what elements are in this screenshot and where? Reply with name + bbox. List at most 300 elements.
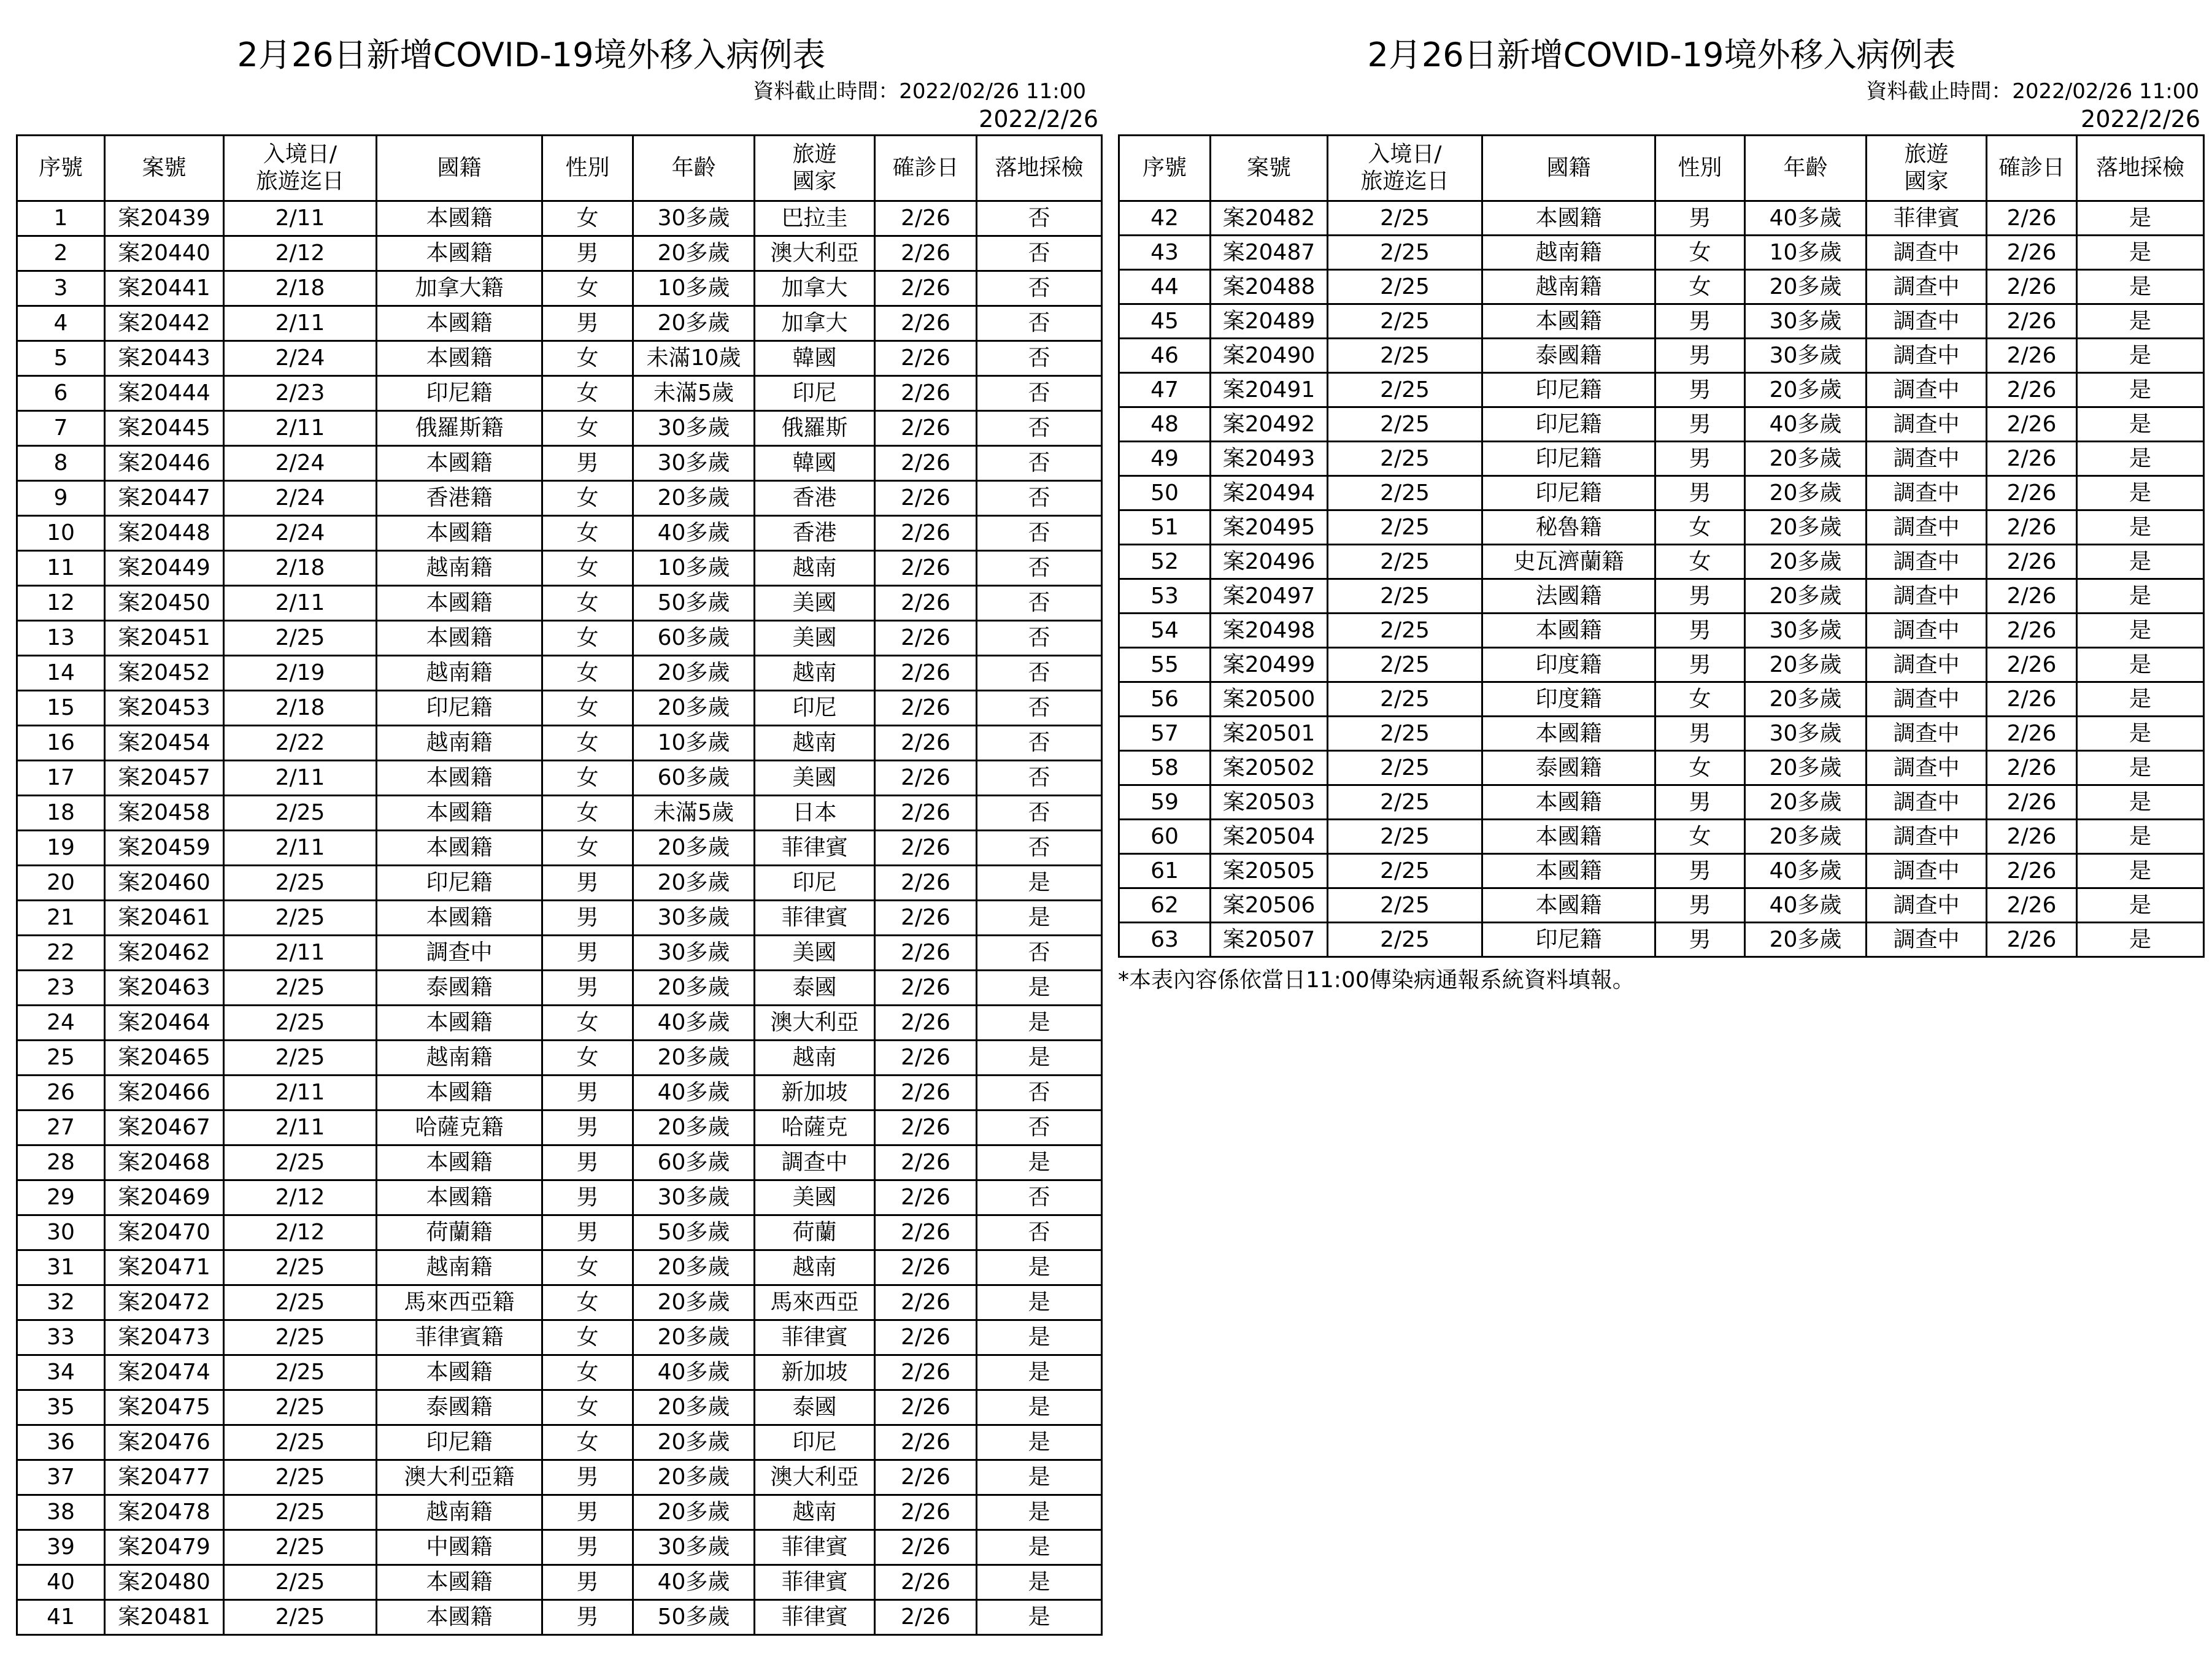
cell-seq: 44 bbox=[1119, 270, 1211, 304]
cell-case: 案20479 bbox=[105, 1530, 224, 1565]
cell-confirm-date: 2/26 bbox=[875, 271, 977, 306]
cell-case: 案20491 bbox=[1211, 373, 1328, 407]
cell-case: 案20447 bbox=[105, 481, 224, 516]
cell-age: 20多歲 bbox=[633, 1110, 755, 1145]
cell-travel-country: 荷蘭 bbox=[755, 1215, 875, 1250]
cell-age: 40多歲 bbox=[633, 1006, 755, 1041]
cell-confirm-date: 2/26 bbox=[875, 516, 977, 551]
cell-case: 案20471 bbox=[105, 1250, 224, 1285]
cell-seq: 6 bbox=[17, 376, 105, 411]
cell-travel-country: 美國 bbox=[755, 621, 875, 656]
table-row bbox=[1119, 614, 2204, 648]
cell-seq: 50 bbox=[1119, 476, 1211, 510]
cell-seq: 30 bbox=[17, 1215, 105, 1250]
cell-nationality: 本國籍 bbox=[377, 1006, 542, 1041]
cell-sex: 男 bbox=[1655, 373, 1745, 407]
cell-case: 案20504 bbox=[1211, 820, 1328, 854]
cell-sex: 女 bbox=[542, 796, 633, 831]
cell-confirm-date: 2/26 bbox=[875, 341, 977, 376]
cell-sex: 男 bbox=[1655, 201, 1745, 236]
cell-age: 50多歲 bbox=[633, 1215, 755, 1250]
table-row bbox=[17, 621, 1102, 656]
cell-travel-country: 印尼 bbox=[755, 376, 875, 411]
table-row bbox=[1119, 923, 2204, 957]
cell-entry-date: 2/25 bbox=[1328, 201, 1482, 236]
cell-landing-test: 是 bbox=[2077, 751, 2204, 785]
cell-landing-test: 是 bbox=[2077, 407, 2204, 442]
cell-case: 案20477 bbox=[105, 1460, 224, 1495]
cell-nationality: 本國籍 bbox=[377, 621, 542, 656]
cell-case: 案20469 bbox=[105, 1180, 224, 1215]
header-age: 年齡 bbox=[1745, 136, 1867, 201]
cell-confirm-date: 2/26 bbox=[875, 1041, 977, 1076]
header-landing-test: 落地採檢 bbox=[2077, 136, 2204, 201]
cell-age: 20多歲 bbox=[1745, 579, 1867, 614]
cell-seq: 57 bbox=[1119, 717, 1211, 751]
cell-entry-date: 2/25 bbox=[1328, 614, 1482, 648]
header-entry-date: 入境日/ 旅遊迄日 bbox=[224, 136, 377, 201]
cell-sex: 男 bbox=[542, 1076, 633, 1110]
cell-age: 20多歲 bbox=[633, 481, 755, 516]
cell-sex: 女 bbox=[542, 481, 633, 516]
cell-landing-test: 否 bbox=[977, 936, 1102, 971]
cell-confirm-date: 2/26 bbox=[875, 1390, 977, 1425]
cell-nationality: 本國籍 bbox=[377, 516, 542, 551]
cell-seq: 46 bbox=[1119, 339, 1211, 373]
cell-nationality: 本國籍 bbox=[1482, 820, 1655, 854]
table-row bbox=[1119, 648, 2204, 682]
cell-confirm-date: 2/26 bbox=[875, 1145, 977, 1180]
cell-case: 案20445 bbox=[105, 411, 224, 446]
cell-case: 案20478 bbox=[105, 1495, 224, 1530]
cell-entry-date: 2/25 bbox=[224, 1495, 377, 1530]
cell-landing-test: 是 bbox=[2077, 614, 2204, 648]
cell-sex: 女 bbox=[542, 761, 633, 796]
cell-case: 案20467 bbox=[105, 1110, 224, 1145]
cell-sex: 女 bbox=[542, 1390, 633, 1425]
cell-case: 案20458 bbox=[105, 796, 224, 831]
header-travel-country: 旅遊 國家 bbox=[755, 136, 875, 201]
cell-confirm-date: 2/26 bbox=[1987, 888, 2077, 923]
header-seq: 序號 bbox=[1119, 136, 1211, 201]
cell-seq: 1 bbox=[17, 201, 105, 236]
cell-age: 未滿5歲 bbox=[633, 376, 755, 411]
cell-confirm-date: 2/26 bbox=[875, 1180, 977, 1215]
cell-entry-date: 2/25 bbox=[224, 1530, 377, 1565]
cell-travel-country: 菲律賓 bbox=[755, 901, 875, 936]
cell-nationality: 泰國籍 bbox=[1482, 339, 1655, 373]
cell-entry-date: 2/11 bbox=[224, 936, 377, 971]
cell-nationality: 印度籍 bbox=[1482, 648, 1655, 682]
cell-entry-date: 2/12 bbox=[224, 1215, 377, 1250]
cell-travel-country: 調查中 bbox=[1867, 476, 1987, 510]
table-row bbox=[17, 831, 1102, 866]
cell-age: 20多歲 bbox=[633, 1285, 755, 1320]
cell-sex: 男 bbox=[1655, 717, 1745, 751]
cell-landing-test: 是 bbox=[977, 1041, 1102, 1076]
cell-seq: 56 bbox=[1119, 682, 1211, 717]
cell-landing-test: 否 bbox=[977, 1110, 1102, 1145]
cell-sex: 女 bbox=[542, 341, 633, 376]
cell-landing-test: 是 bbox=[2077, 270, 2204, 304]
cell-nationality: 印尼籍 bbox=[1482, 373, 1655, 407]
cell-sex: 男 bbox=[542, 1145, 633, 1180]
cell-seq: 3 bbox=[17, 271, 105, 306]
cell-travel-country: 調查中 bbox=[1867, 648, 1987, 682]
cell-entry-date: 2/11 bbox=[224, 201, 377, 236]
cell-seq: 16 bbox=[17, 726, 105, 761]
cell-entry-date: 2/12 bbox=[224, 236, 377, 271]
cell-confirm-date: 2/26 bbox=[875, 1285, 977, 1320]
cell-case: 案20453 bbox=[105, 691, 224, 726]
cell-nationality: 本國籍 bbox=[377, 1600, 542, 1635]
cell-sex: 男 bbox=[542, 1110, 633, 1145]
cell-age: 10多歲 bbox=[633, 551, 755, 586]
cell-travel-country: 菲律賓 bbox=[755, 1600, 875, 1635]
cell-sex: 女 bbox=[542, 376, 633, 411]
header-sex: 性別 bbox=[1655, 136, 1745, 201]
header-case: 案號 bbox=[1211, 136, 1328, 201]
cell-landing-test: 是 bbox=[2077, 888, 2204, 923]
cell-case: 案20461 bbox=[105, 901, 224, 936]
cell-entry-date: 2/25 bbox=[1328, 820, 1482, 854]
table-row bbox=[17, 866, 1102, 901]
cell-age: 30多歲 bbox=[633, 411, 755, 446]
cell-landing-test: 是 bbox=[977, 1460, 1102, 1495]
cell-confirm-date: 2/26 bbox=[875, 796, 977, 831]
cell-entry-date: 2/25 bbox=[1328, 751, 1482, 785]
cell-sex: 男 bbox=[1655, 923, 1745, 957]
cell-seq: 28 bbox=[17, 1145, 105, 1180]
cell-sex: 男 bbox=[542, 306, 633, 341]
cell-confirm-date: 2/26 bbox=[875, 901, 977, 936]
cell-landing-test: 否 bbox=[977, 551, 1102, 586]
header-age: 年齡 bbox=[633, 136, 755, 201]
cell-landing-test: 是 bbox=[977, 1495, 1102, 1530]
cell-case: 案20499 bbox=[1211, 648, 1328, 682]
table-row bbox=[17, 1076, 1102, 1110]
table-row bbox=[1119, 545, 2204, 579]
cell-case: 案20488 bbox=[1211, 270, 1328, 304]
cell-age: 20多歲 bbox=[1745, 270, 1867, 304]
table-row bbox=[17, 936, 1102, 971]
cell-case: 案20468 bbox=[105, 1145, 224, 1180]
table-row bbox=[17, 1006, 1102, 1041]
cell-seq: 20 bbox=[17, 866, 105, 901]
cell-age: 50多歲 bbox=[633, 586, 755, 621]
cell-seq: 25 bbox=[17, 1041, 105, 1076]
cell-sex: 男 bbox=[1655, 304, 1745, 339]
cell-case: 案20494 bbox=[1211, 476, 1328, 510]
cell-entry-date: 2/25 bbox=[1328, 682, 1482, 717]
cell-travel-country: 調查中 bbox=[1867, 682, 1987, 717]
cell-entry-date: 2/25 bbox=[224, 1390, 377, 1425]
cell-nationality: 泰國籍 bbox=[377, 971, 542, 1006]
cell-seq: 5 bbox=[17, 341, 105, 376]
table-row bbox=[1119, 373, 2204, 407]
cell-landing-test: 否 bbox=[977, 586, 1102, 621]
cell-sex: 女 bbox=[1655, 270, 1745, 304]
cell-case: 案20457 bbox=[105, 761, 224, 796]
cell-confirm-date: 2/26 bbox=[1987, 785, 2077, 820]
cell-sex: 女 bbox=[542, 621, 633, 656]
cell-landing-test: 是 bbox=[977, 1530, 1102, 1565]
cell-entry-date: 2/19 bbox=[224, 656, 377, 691]
cell-confirm-date: 2/26 bbox=[875, 376, 977, 411]
cell-landing-test: 是 bbox=[2077, 579, 2204, 614]
cell-age: 30多歲 bbox=[1745, 339, 1867, 373]
cell-age: 20多歲 bbox=[1745, 545, 1867, 579]
cell-sex: 女 bbox=[542, 1355, 633, 1390]
cell-entry-date: 2/25 bbox=[1328, 888, 1482, 923]
cell-landing-test: 是 bbox=[977, 1565, 1102, 1600]
table-row bbox=[17, 1390, 1102, 1425]
table-row bbox=[1119, 820, 2204, 854]
cell-sex: 女 bbox=[1655, 820, 1745, 854]
cell-entry-date: 2/25 bbox=[1328, 304, 1482, 339]
cell-nationality: 本國籍 bbox=[377, 1355, 542, 1390]
cell-landing-test: 否 bbox=[977, 271, 1102, 306]
footnote: *本表內容係依當日11:00傳染病通報系統資料填報。 bbox=[1118, 968, 1635, 993]
cell-case: 案20503 bbox=[1211, 785, 1328, 820]
cell-nationality: 馬來西亞籍 bbox=[377, 1285, 542, 1320]
cell-seq: 31 bbox=[17, 1250, 105, 1285]
cell-seq: 51 bbox=[1119, 510, 1211, 545]
cell-case: 案20451 bbox=[105, 621, 224, 656]
cell-entry-date: 2/25 bbox=[224, 1425, 377, 1460]
cell-nationality: 印度籍 bbox=[1482, 682, 1655, 717]
cell-case: 案20460 bbox=[105, 866, 224, 901]
cell-entry-date: 2/22 bbox=[224, 726, 377, 761]
table-row bbox=[1119, 682, 2204, 717]
data-cutoff-time: 資料截止時間：2022/02/26 11:00 bbox=[753, 79, 1086, 104]
cell-landing-test: 是 bbox=[977, 901, 1102, 936]
cell-travel-country: 調查中 bbox=[1867, 510, 1987, 545]
cell-nationality: 本國籍 bbox=[377, 1565, 542, 1600]
cell-confirm-date: 2/26 bbox=[1987, 682, 2077, 717]
cell-age: 20多歲 bbox=[633, 1250, 755, 1285]
table-row bbox=[1119, 407, 2204, 442]
cell-sex: 女 bbox=[1655, 545, 1745, 579]
cell-confirm-date: 2/26 bbox=[875, 201, 977, 236]
table-row bbox=[1119, 579, 2204, 614]
header-nationality: 國籍 bbox=[377, 136, 542, 201]
cell-travel-country: 調查中 bbox=[1867, 820, 1987, 854]
cell-seq: 49 bbox=[1119, 442, 1211, 476]
cell-nationality: 本國籍 bbox=[377, 796, 542, 831]
cell-landing-test: 是 bbox=[977, 1425, 1102, 1460]
cell-age: 30多歲 bbox=[633, 446, 755, 481]
cell-sex: 女 bbox=[542, 656, 633, 691]
cell-seq: 62 bbox=[1119, 888, 1211, 923]
cell-case: 案20463 bbox=[105, 971, 224, 1006]
cell-seq: 38 bbox=[17, 1495, 105, 1530]
cell-sex: 男 bbox=[1655, 407, 1745, 442]
cell-case: 案20440 bbox=[105, 236, 224, 271]
cell-travel-country: 越南 bbox=[755, 1250, 875, 1285]
cell-nationality: 俄羅斯籍 bbox=[377, 411, 542, 446]
cell-age: 未滿5歲 bbox=[633, 796, 755, 831]
cell-travel-country: 菲律賓 bbox=[755, 1565, 875, 1600]
cell-seq: 53 bbox=[1119, 579, 1211, 614]
cell-landing-test: 是 bbox=[2077, 785, 2204, 820]
table-row bbox=[17, 306, 1102, 341]
cell-confirm-date: 2/26 bbox=[875, 236, 977, 271]
cell-seq: 8 bbox=[17, 446, 105, 481]
cell-confirm-date: 2/26 bbox=[1987, 923, 2077, 957]
cell-age: 20多歲 bbox=[1745, 373, 1867, 407]
cell-nationality: 越南籍 bbox=[1482, 236, 1655, 270]
cell-landing-test: 是 bbox=[2077, 648, 2204, 682]
cell-entry-date: 2/11 bbox=[224, 306, 377, 341]
cell-confirm-date: 2/26 bbox=[875, 1006, 977, 1041]
cell-seq: 52 bbox=[1119, 545, 1211, 579]
cell-age: 30多歲 bbox=[633, 901, 755, 936]
cell-landing-test: 是 bbox=[977, 1600, 1102, 1635]
cell-sex: 女 bbox=[542, 726, 633, 761]
cell-nationality: 本國籍 bbox=[377, 1180, 542, 1215]
cell-travel-country: 印尼 bbox=[755, 866, 875, 901]
table-row bbox=[17, 1250, 1102, 1285]
cell-seq: 48 bbox=[1119, 407, 1211, 442]
cell-nationality: 本國籍 bbox=[377, 586, 542, 621]
cell-nationality: 泰國籍 bbox=[1482, 751, 1655, 785]
cell-travel-country: 菲律賓 bbox=[1867, 201, 1987, 236]
cell-sex: 女 bbox=[542, 1006, 633, 1041]
cell-landing-test: 否 bbox=[977, 201, 1102, 236]
table-row bbox=[17, 901, 1102, 936]
cell-nationality: 本國籍 bbox=[377, 901, 542, 936]
cell-sex: 女 bbox=[542, 1425, 633, 1460]
cell-sex: 男 bbox=[1655, 854, 1745, 888]
table-row bbox=[17, 446, 1102, 481]
cell-sex: 女 bbox=[542, 516, 633, 551]
cell-travel-country: 調查中 bbox=[1867, 923, 1987, 957]
cell-case: 案20472 bbox=[105, 1285, 224, 1320]
cell-landing-test: 否 bbox=[977, 341, 1102, 376]
cell-landing-test: 是 bbox=[977, 1320, 1102, 1355]
cell-age: 40多歲 bbox=[1745, 201, 1867, 236]
cell-confirm-date: 2/26 bbox=[875, 1355, 977, 1390]
cell-entry-date: 2/25 bbox=[1328, 442, 1482, 476]
table-row bbox=[1119, 717, 2204, 751]
cell-confirm-date: 2/26 bbox=[875, 866, 977, 901]
cell-confirm-date: 2/26 bbox=[1987, 270, 2077, 304]
cell-entry-date: 2/25 bbox=[1328, 579, 1482, 614]
cell-sex: 男 bbox=[542, 1600, 633, 1635]
cell-sex: 女 bbox=[542, 1250, 633, 1285]
cell-travel-country: 越南 bbox=[755, 656, 875, 691]
header-landing-test: 落地採檢 bbox=[977, 136, 1102, 201]
cell-confirm-date: 2/26 bbox=[875, 1495, 977, 1530]
cell-age: 20多歲 bbox=[1745, 510, 1867, 545]
cell-landing-test: 是 bbox=[2077, 545, 2204, 579]
cell-travel-country: 馬來西亞 bbox=[755, 1285, 875, 1320]
cell-landing-test: 是 bbox=[2077, 476, 2204, 510]
cell-confirm-date: 2/26 bbox=[875, 691, 977, 726]
table-row bbox=[17, 481, 1102, 516]
cell-nationality: 史瓦濟蘭籍 bbox=[1482, 545, 1655, 579]
cell-confirm-date: 2/26 bbox=[875, 761, 977, 796]
cell-seq: 29 bbox=[17, 1180, 105, 1215]
cell-age: 30多歲 bbox=[633, 936, 755, 971]
cell-confirm-date: 2/26 bbox=[875, 1215, 977, 1250]
page-title: 2月26日新增COVID-19境外移入病例表 bbox=[237, 36, 826, 74]
cell-entry-date: 2/25 bbox=[1328, 717, 1482, 751]
cell-seq: 17 bbox=[17, 761, 105, 796]
header-case: 案號 bbox=[105, 136, 224, 201]
cell-sex: 男 bbox=[542, 1565, 633, 1600]
header-entry-date: 入境日/ 旅遊迄日 bbox=[1328, 136, 1482, 201]
cell-sex: 女 bbox=[1655, 751, 1745, 785]
cell-sex: 男 bbox=[542, 446, 633, 481]
cell-seq: 11 bbox=[17, 551, 105, 586]
table-row bbox=[17, 761, 1102, 796]
cell-age: 60多歲 bbox=[633, 1145, 755, 1180]
cell-entry-date: 2/25 bbox=[224, 621, 377, 656]
cell-age: 20多歲 bbox=[633, 1390, 755, 1425]
cell-sex: 男 bbox=[542, 1460, 633, 1495]
cell-confirm-date: 2/26 bbox=[1987, 373, 2077, 407]
cell-nationality: 法國籍 bbox=[1482, 579, 1655, 614]
table-header-row bbox=[17, 136, 1102, 201]
cell-entry-date: 2/25 bbox=[224, 1145, 377, 1180]
cell-seq: 19 bbox=[17, 831, 105, 866]
cell-nationality: 本國籍 bbox=[377, 446, 542, 481]
cell-case: 案20493 bbox=[1211, 442, 1328, 476]
cell-nationality: 本國籍 bbox=[1482, 785, 1655, 820]
cases-table-right bbox=[1118, 134, 2205, 958]
cell-travel-country: 澳大利亞 bbox=[755, 1460, 875, 1495]
cell-travel-country: 新加坡 bbox=[755, 1355, 875, 1390]
cell-nationality: 本國籍 bbox=[377, 236, 542, 271]
cell-travel-country: 菲律賓 bbox=[755, 1530, 875, 1565]
cell-confirm-date: 2/26 bbox=[1987, 442, 2077, 476]
cell-landing-test: 否 bbox=[977, 1076, 1102, 1110]
cell-age: 20多歲 bbox=[1745, 682, 1867, 717]
cell-entry-date: 2/18 bbox=[224, 271, 377, 306]
cell-case: 案20481 bbox=[105, 1600, 224, 1635]
cell-entry-date: 2/11 bbox=[224, 411, 377, 446]
cell-age: 20多歲 bbox=[633, 306, 755, 341]
table-row bbox=[17, 586, 1102, 621]
cell-case: 案20506 bbox=[1211, 888, 1328, 923]
cell-age: 20多歲 bbox=[1745, 648, 1867, 682]
cell-case: 案20462 bbox=[105, 936, 224, 971]
cell-nationality: 荷蘭籍 bbox=[377, 1215, 542, 1250]
cell-age: 20多歲 bbox=[1745, 923, 1867, 957]
cell-case: 案20448 bbox=[105, 516, 224, 551]
cell-travel-country: 美國 bbox=[755, 1180, 875, 1215]
cell-travel-country: 調查中 bbox=[1867, 614, 1987, 648]
cell-travel-country: 越南 bbox=[755, 1495, 875, 1530]
cell-nationality: 越南籍 bbox=[377, 1250, 542, 1285]
table-row bbox=[17, 1460, 1102, 1495]
cell-landing-test: 是 bbox=[2077, 510, 2204, 545]
cell-landing-test: 否 bbox=[977, 411, 1102, 446]
cell-entry-date: 2/11 bbox=[224, 586, 377, 621]
cell-landing-test: 是 bbox=[977, 1355, 1102, 1390]
cell-seq: 26 bbox=[17, 1076, 105, 1110]
cell-nationality: 本國籍 bbox=[377, 1145, 542, 1180]
table-row bbox=[17, 1285, 1102, 1320]
cell-travel-country: 俄羅斯 bbox=[755, 411, 875, 446]
cell-nationality: 越南籍 bbox=[377, 656, 542, 691]
cell-travel-country: 菲律賓 bbox=[755, 1320, 875, 1355]
cell-entry-date: 2/11 bbox=[224, 831, 377, 866]
cell-confirm-date: 2/26 bbox=[1987, 614, 2077, 648]
cell-seq: 36 bbox=[17, 1425, 105, 1460]
